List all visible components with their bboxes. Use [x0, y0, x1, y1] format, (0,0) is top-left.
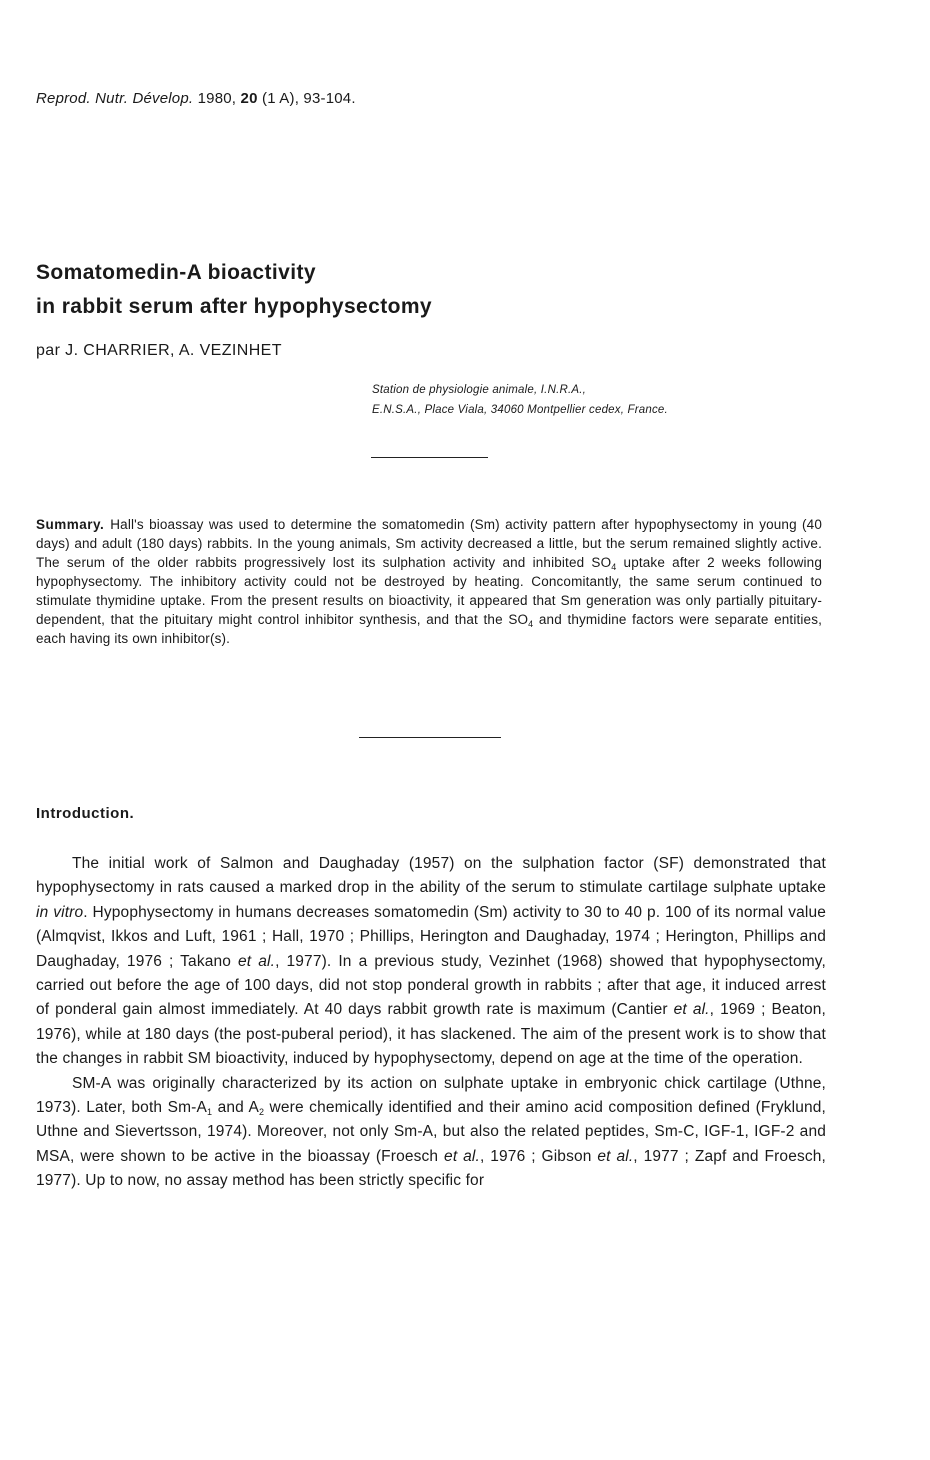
title-line-2: in rabbit serum after hypophysectomy	[36, 295, 432, 318]
affiliation-line-1: Station de physiologie animale, I.N.R.A.,	[372, 384, 587, 396]
p1-italic-1: in vitro	[36, 903, 84, 921]
p1-text-b: . Hypophysectomy in humans decreases somatomedin (Sm) activity to 30 to 40 p. 100 of its normal value (Almqvist, Ikkos and Luft, 1961 ; Hall, 1970 ; Phillips, Herington and Daughaday, 1974 ; Herington, Phillips and Daughaday, 1976 ; Takano	[36, 903, 826, 970]
p2-subscript-2: 2	[258, 1107, 265, 1118]
p2-italic-2: et al.	[597, 1147, 634, 1165]
authors: par J. CHARRIER, A. VEZINHET	[36, 342, 282, 359]
summary-block	[36, 515, 822, 648]
title-line-1: Somatomedin-A bioactivity	[36, 261, 316, 284]
summary-text-b: uptake after 2 weeks following hypophysectomy. The inhibitory activity could not be destroyed by heating. Concomitantly, the same serum continued to stimulate thymidine uptake. From the present results on bioactivity, it appeared that Sm generation was only partially pituitary-dependent, that the pituitary might control inhibitor synthesis, and that the SO	[36, 555, 822, 627]
p1-italic-2: et al.	[238, 952, 276, 970]
affiliation	[372, 380, 668, 420]
separator-rule-bottom	[359, 737, 501, 738]
affiliation-line-2: E.N.S.A., Place Viala, 34060 Montpellier cedex, France.	[372, 404, 668, 416]
paragraph-1	[36, 852, 826, 1072]
article-title	[36, 256, 432, 324]
p2-text-b: and A	[212, 1099, 259, 1117]
summary-text-c: and thymidine factors were separate entities, each having its own inhibitor(s).	[36, 612, 822, 646]
p2-italic-1: et al.	[444, 1147, 480, 1165]
p1-text-a: The initial work of Salmon and Daughaday (1957) on the sulphation factor (SF) demonstrated that hypophysectomy in rats caused a marked drop in the ability of the serum to stimulate cartilage sulphate uptake	[36, 855, 826, 897]
citation-volume: 20	[240, 90, 258, 107]
separator-rule-top	[371, 457, 488, 458]
p1-italic-3: et al.	[673, 1001, 710, 1019]
summary-subscript-2: 4	[528, 619, 534, 629]
citation-journal: Reprod. Nutr. Dévelop.	[36, 90, 194, 107]
p2-text-d: , 1976 ; Gibson	[479, 1147, 598, 1165]
citation-year: 1980,	[197, 90, 237, 107]
introduction-body	[36, 852, 826, 1194]
journal-citation	[36, 90, 356, 107]
p2-text-a: SM-A was originally characterized by its action on sulphate uptake in embryonic chick cartilage (Uthne, 1973). Later, both Sm-A	[36, 1074, 826, 1117]
p1-text-c: , 1977). In a previous study, Vezinhet (1968) showed that hypophysectomy, carried out before the age of 100 days, did not stop ponderal growth in rabbits ; after that age, it induced arrest of ponderal gain almost immediately. At 40 days rabbit growth rate is maximum (Cantier	[36, 952, 826, 1019]
summary-label: Summary.	[36, 517, 105, 532]
citation-pages: (1 A), 93-104.	[262, 90, 356, 107]
paragraph-2	[36, 1072, 826, 1194]
summary-text-a: Hall's bioassay was used to determine the somatomedin (Sm) activity pattern after hypophysectomy in young (40 days) and adult (180 days) rabbits. In the young animals, Sm activity decreased a little, but the serum remained slightly active. The serum of the older rabbits progressively lost its sulphation activity and inhibited SO	[36, 517, 822, 570]
p2-text-c: were chemically identified and their amino acid composition defined (Fryklund, Uthne and Sievertsson, 1974). Moreover, not only Sm-A, but also the related peptides, Sm-C, IGF-1, IGF-2 and MSA, were shown to be active in the bioassay (Froesch	[36, 1099, 826, 1165]
p1-text-d: , 1969 ; Beaton, 1976), while at 180 days (the post-puberal period), it has slackened. The aim of the present work is to show that the changes in rabbit SM bioactivity, induced by hypophysectomy, depend on age at the time of the operation.	[36, 1001, 826, 1068]
p2-text-e: , 1977 ; Zapf and Froesch, 1977). Up to now, no assay method has been strictly specific for	[36, 1147, 826, 1190]
p2-subscript-1: 1	[206, 1107, 213, 1118]
summary-subscript-1: 4	[611, 562, 617, 572]
section-heading-introduction: Introduction.	[36, 805, 135, 822]
